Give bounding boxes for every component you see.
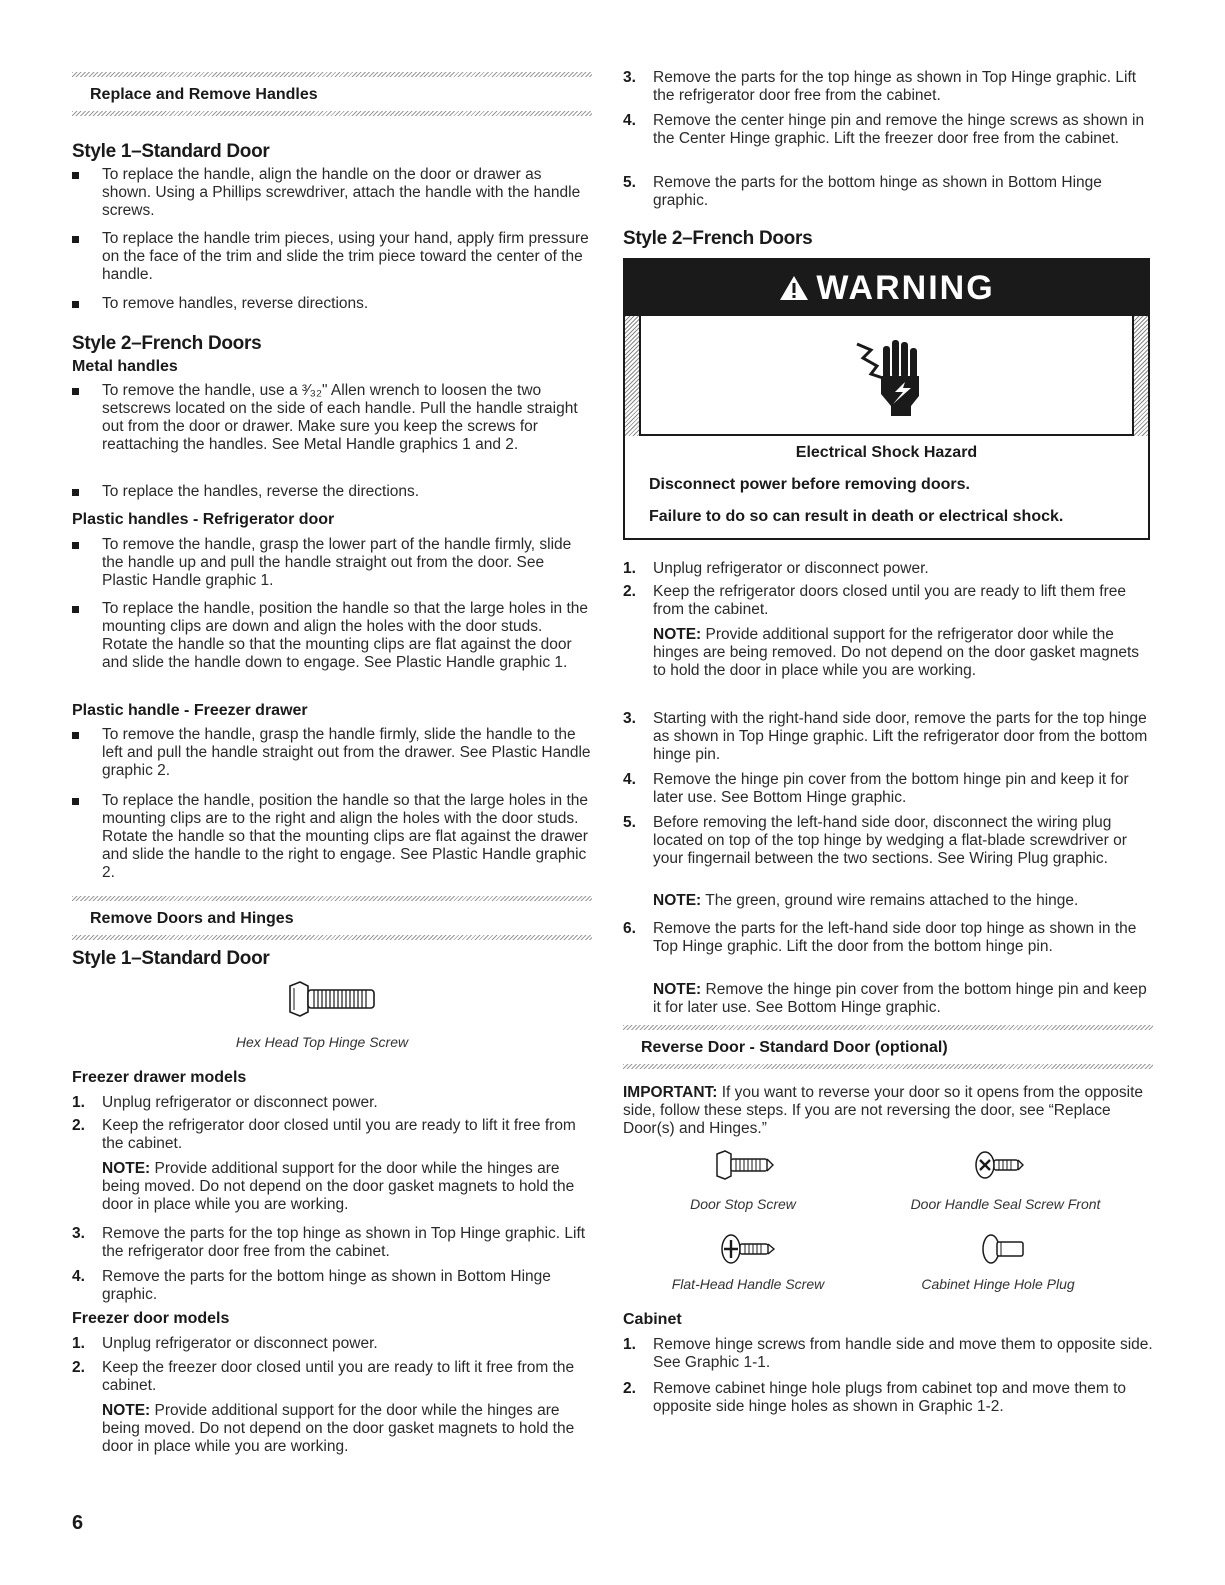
flat-head-handle-screw-icon [719,1232,779,1266]
plastic-freezer-title: Plastic handle - Freezer drawer [72,702,308,719]
warning-title: WARNING [816,268,995,307]
note-label: NOTE: [102,1402,151,1419]
step-number: 1. [623,560,636,577]
hazard-title: Electrical Shock Hazard [795,444,978,461]
step-text: Remove the parts for the top hinge as shown in Top Hinge graphic. Lift the refrigerator door free from the cabinet. [653,69,1137,104]
step-text: Unplug refrigerator or disconnect power. [102,1094,378,1111]
hatch-divider [1134,316,1148,436]
hatch-divider [72,111,592,116]
warning-line: Disconnect power before removing doors. [649,476,970,493]
list-item [72,1225,592,1261]
hex-head-screw-icon [284,980,380,1018]
note [102,1402,592,1456]
door-stop-screw-icon [713,1150,777,1180]
step-number: 1. [623,1336,636,1353]
note [102,1160,592,1214]
list-item [623,1380,1153,1416]
step-number: 3. [72,1225,85,1242]
step-text: Starting with the right-hand side door, remove the parts for the top hinge as shown in Top Hinge graphic. Lift the refrigerator door from the bottom hinge pin. [653,710,1148,763]
list-item [72,1359,592,1395]
list-item: To replace the handle, align the handle on the door or drawer as shown. Using a Phillips screwdriver, attach the handle with the handle screws. [72,166,592,220]
step-text: Remove the hinge pin cover from the bottom hinge pin and keep it for later use. See Bottom Hinge graphic. [653,771,1129,806]
step-text: Remove the parts for the bottom hinge as shown in Bottom Hinge graphic. [653,174,1102,209]
section-header-reverse [623,1025,1153,1069]
electrical-shock-hand-icon [853,336,933,420]
hatch-divider [623,1064,1153,1069]
section-title: Remove Doors and Hinges [90,910,294,927]
note-text: Provide additional support for the refrigerator door while the hinges are being removed. Do not depend on the door gasket magnets to hold the door in place while you are working. [653,626,1139,679]
step-number: 4. [623,771,636,788]
list-item: To replace the handle trim pieces, using your hand, apply firm pressure on the face of the trim and slide the trim piece toward the center of the handle. [72,230,592,284]
step-number: 5. [623,174,636,191]
cabinet-hinge-hole-plug-icon [981,1232,1029,1266]
step-number: 2. [72,1117,85,1134]
step-number: 4. [72,1268,85,1285]
warning-line: Failure to do so can result in death or electrical shock. [649,508,1064,525]
list-item [623,112,1153,148]
list-item: To replace the handles, reverse the directions. [72,483,592,501]
step-number: 1. [72,1094,85,1111]
warning-banner [625,260,1148,316]
section-title: Replace and Remove Handles [90,86,318,103]
step-text: Unplug refrigerator or disconnect power. [653,560,929,577]
list-item [623,710,1153,764]
freezer-door-models-title: Freezer door models [72,1310,230,1327]
list-item [623,560,1153,578]
hatch-divider [625,316,639,436]
step-text: Remove hinge screws from handle side and move them to opposite side. See Graphic 1-1. [653,1336,1153,1371]
plastic-fridge-title: Plastic handles - Refrigerator door [72,511,335,528]
section-header-doors [72,896,592,940]
metal-handles-title: Metal handles [72,358,178,375]
step-number: 1. [72,1335,85,1352]
step-text: Remove the parts for the left-hand side door top hinge as shown in the Top Hinge graphic. Lift the door from the bottom hinge pin. [653,920,1137,955]
step-text: Before removing the left-hand side door, disconnect the wiring plug located on top of the top hinge by wedging a flat-blade screwdriver or your fingernail between the two sections. See Wiring Plug graphic. [653,814,1127,867]
step-text: Unplug refrigerator or disconnect power. [102,1335,378,1352]
style2-title: Style 2–French Doors [72,333,262,354]
section-title: Reverse Door - Standard Door (optional) [641,1039,948,1056]
page-number: 6 [72,1512,84,1534]
list-item [623,69,1153,105]
style2-title: Style 2–French Doors [623,228,813,249]
hatch-divider [72,935,592,940]
important-text: If you want to reverse your door so it opens from the opposite side, follow these steps. If you are not reversing the door, see “Replace Door(s) and Hinges.” [623,1084,1144,1137]
step-number: 2. [623,1380,636,1397]
note-label: NOTE: [653,981,702,998]
step-text: Keep the refrigerator door closed until you are ready to lift it free from the cabinet. [102,1117,576,1152]
warning-box [623,258,1150,540]
note [653,626,1153,680]
list-item [623,583,1153,619]
list-item [623,771,1153,807]
important-paragraph [623,1084,1153,1138]
step-text: Keep the refrigerator doors closed until you are ready to lift them free from the cabinet. [653,583,1126,618]
flat-head-handle-screw-caption: Flat-Head Handle Screw [671,1276,825,1292]
doors-style1-title: Style 1–Standard Door [72,948,270,969]
list-item [623,174,1153,210]
list-item: To remove the handle, grasp the handle firmly, slide the handle to the left and pull the handle straight out from the drawer. See Plastic Handle graphic 2. [72,726,592,780]
cabinet-hinge-hole-plug-caption: Cabinet Hinge Hole Plug [921,1276,1075,1292]
step-number: 5. [623,814,636,831]
step-number: 2. [72,1359,85,1376]
freezer-drawer-models-title: Freezer drawer models [72,1069,247,1086]
important-label: IMPORTANT: [623,1084,718,1101]
list-item [623,1336,1153,1372]
note-label: NOTE: [653,892,702,909]
list-item: To remove the handle, grasp the lower part of the handle firmly, slide the handle up and pull the handle straight out from the door. See Plastic Handle graphic 1. [72,536,592,590]
note-text: Remove the hinge pin cover from the bottom hinge pin and keep it for later use. See Bottom Hinge graphic. [653,981,1147,1016]
list-item: To remove handles, reverse directions. [72,295,592,313]
list-item: To replace the handle, position the handle so that the large holes in the mounting clips are to the right and align the holes with the door studs. Rotate the handle so that the mounting clips are flat against the drawer and slide the handle to the right to engage. See Plastic Handle graphic 2. [72,792,592,882]
warning-icon-area [639,316,1134,436]
door-handle-seal-screw-icon [973,1150,1027,1180]
list-item [623,814,1153,868]
step-number: 2. [623,583,636,600]
note-text: Provide additional support for the door while the hinges are being moved. Do not depend on the door gasket magnets to hold the door in place while you are working. [102,1402,575,1455]
step-text: Remove the parts for the top hinge as shown in Top Hinge graphic. Lift the refrigerator door free from the cabinet. [102,1225,586,1260]
list-item [72,1335,592,1353]
list-item: To remove the handle, use a ³⁄₃₂" Allen wrench to loosen the two setscrews located on the side of each handle. Pull the handle straight out from the door or drawer. Make sure you keep the screws for reattaching the handles. See Metal Handle graphics 1 and 2. [72,382,592,454]
note-text: Provide additional support for the door while the hinges are being moved. Do not depend on the door gasket magnets to hold the door in place while you are working. [102,1160,575,1213]
warning-triangle-icon [778,274,810,302]
list-item: To replace the handle, position the handle so that the large holes in the mounting clips are down and align the holes with the door studs. Rotate the handle so that the mounting clips are flat against the door and slide the handle down to engage. See Plastic Handle graphic 1. [72,600,592,672]
section-header-handles [72,72,592,116]
step-number: 6. [623,920,636,937]
note-label: NOTE: [653,626,702,643]
list-item [72,1117,592,1153]
style1-title: Style 1–Standard Door [72,141,270,162]
list-item [623,920,1153,956]
note-text: The green, ground wire remains attached to the hinge. [701,892,1079,909]
door-stop-screw-caption: Door Stop Screw [690,1196,796,1212]
hex-screw-caption: Hex Head Top Hinge Screw [235,1034,409,1050]
list-item [72,1094,592,1112]
step-text: Remove the center hinge pin and remove the hinge screws as shown in the Center Hinge graphic. Lift the freezer door free from the cabinet. [653,112,1145,147]
cabinet-title: Cabinet [623,1311,682,1328]
note-label: NOTE: [102,1160,151,1177]
step-number: 3. [623,710,636,727]
step-number: 3. [623,69,636,86]
step-text: Keep the freezer door closed until you are ready to lift it free from the cabinet. [102,1359,575,1394]
list-item [72,1268,592,1304]
step-number: 4. [623,112,636,129]
note [653,892,1153,910]
note [653,981,1153,1017]
step-text: Remove cabinet hinge hole plugs from cabinet top and move them to opposite side hinge holes as shown in Graphic 1-2. [653,1380,1127,1415]
step-text: Remove the parts for the bottom hinge as shown in Bottom Hinge graphic. [102,1268,551,1303]
door-handle-seal-screw-caption: Door Handle Seal Screw Front [910,1196,1101,1212]
